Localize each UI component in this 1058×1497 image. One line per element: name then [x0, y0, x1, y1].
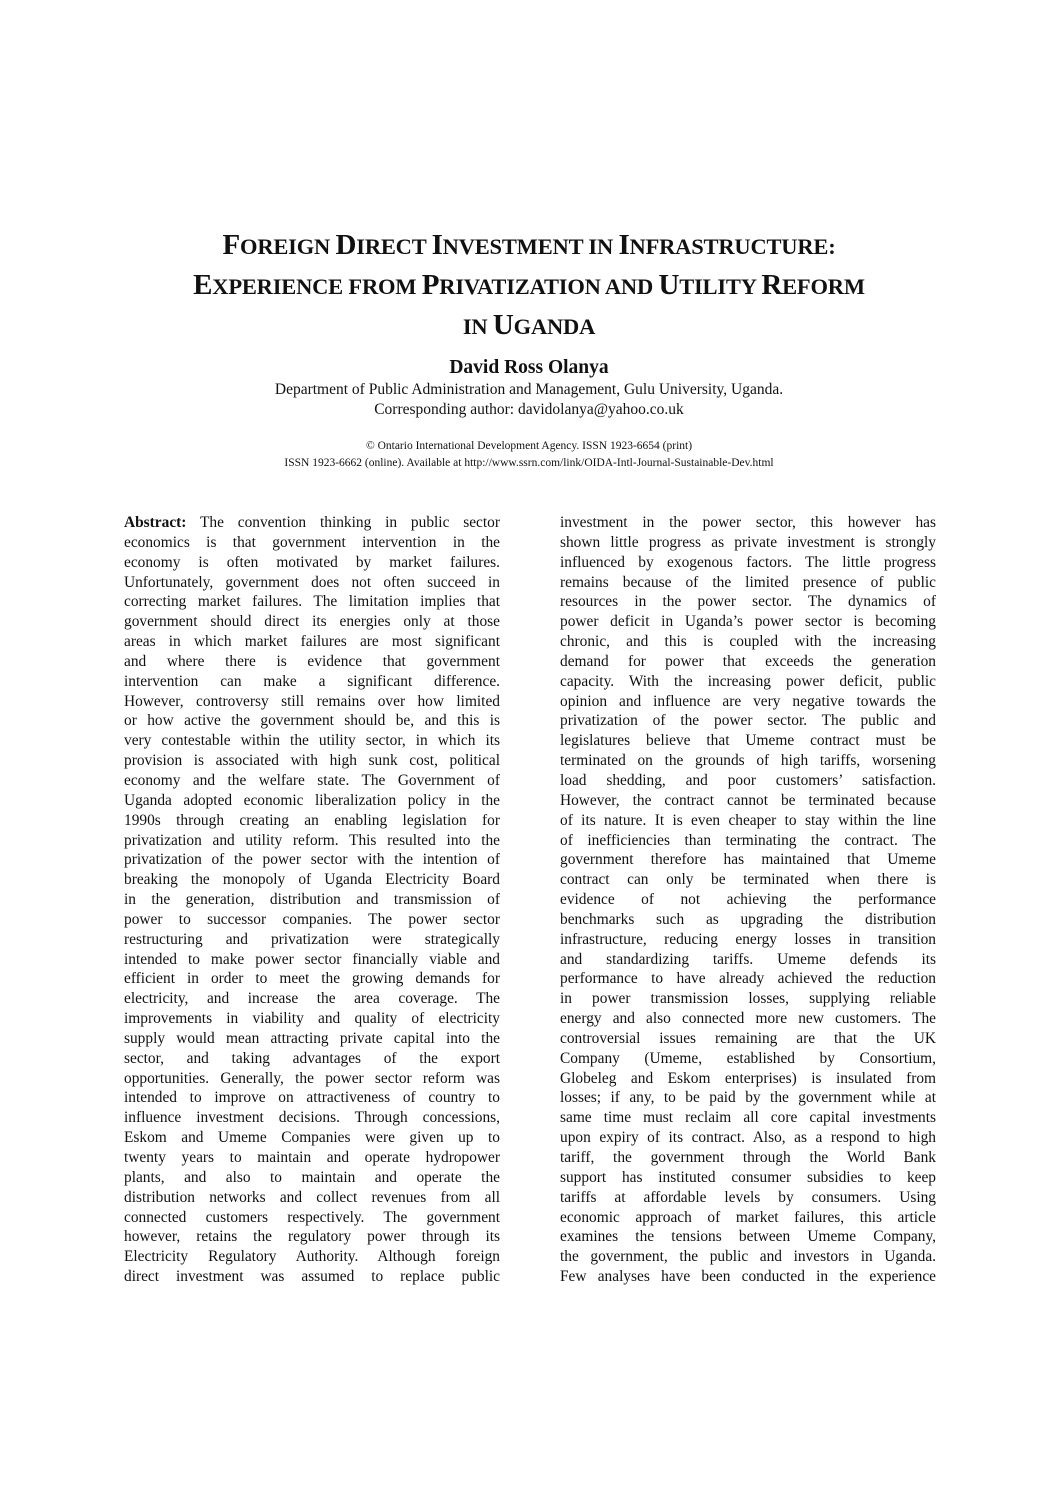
- text-line: Globeleg and Eskom enterprises) is insulated from: [560, 1069, 936, 1087]
- text-line: economy and the welfare state. The Government of: [124, 771, 500, 789]
- paper-title: [100, 226, 958, 346]
- text-line: benchmarks such as upgrading the distribution: [560, 910, 936, 928]
- text-line: chronic, and this is coupled with the increasing: [560, 633, 936, 651]
- copyright-line-2: ISSN 1923-6662 (online). Available at http://www.ssrn.com/link/OIDA-Intl-Journal-Sustainable-Dev.html: [284, 457, 774, 469]
- text-line: legislatures believe that Umeme contract must be: [560, 732, 936, 750]
- text-line: government therefore has maintained that Umeme: [560, 851, 936, 869]
- text-line: Few analyses have been conducted in the experience: [560, 1268, 936, 1286]
- text-line: government should direct its energies only at those: [124, 613, 500, 631]
- text-line: Unfortunately, government does not often succeed in: [124, 573, 500, 591]
- text-line: Abstract: The convention thinking in public sector: [124, 514, 500, 531]
- text-line: demand for power that exceeds the generation: [560, 652, 936, 670]
- text-line: investment in the power sector, this however has: [560, 514, 936, 531]
- abstract-right-column: [560, 513, 936, 1287]
- text-line: very contestable within the utility sector, in which its: [124, 732, 500, 750]
- text-line: terminated on the grounds of high tariffs, worsening: [560, 752, 936, 770]
- text-line: tariff, the government through the World Bank: [560, 1149, 936, 1166]
- title-segment: NFRASTRUCTURE:: [629, 234, 836, 259]
- text-line: same time must reclaim all core capital investments: [560, 1109, 936, 1127]
- title-segment: OREIGN: [240, 234, 336, 259]
- text-line: and standardizing tariffs. Umeme defends its: [560, 950, 936, 968]
- text-line: improvements in viability and quality of electricity: [124, 1010, 500, 1028]
- title-segment: IN: [462, 314, 493, 339]
- title-segment: F: [222, 229, 241, 261]
- text-line: 1990s through creating an enabling legislation for: [124, 811, 500, 829]
- abstract-label: Abstract:: [124, 514, 187, 531]
- text-line: Company (Umeme, established by Consortium,: [560, 1049, 936, 1067]
- text-line: influenced by exogenous factors. The little progress: [560, 553, 936, 571]
- text-line: evidence of not achieving the performance: [560, 891, 936, 909]
- text-line: of its nature. It is even cheaper to stay within the line: [560, 811, 936, 829]
- text-line: provision is associated with high sunk cost, political: [124, 752, 500, 770]
- title-segment: NVESTMENT IN: [442, 234, 619, 259]
- text-line: support has instituted consumer subsidies to keep: [560, 1168, 936, 1186]
- text-line: supply would mean attracting private capital into the: [124, 1029, 500, 1047]
- corresponding-author: Corresponding author: davidolanya@yahoo.co.uk: [374, 401, 684, 418]
- title-line-3: [100, 306, 958, 346]
- title-segment: RIVATIZATION AND: [439, 274, 659, 299]
- title-segment: U: [492, 309, 514, 341]
- text-line: performance to have already achieved the reduction: [560, 970, 936, 988]
- text-line: controversial issues remaining are that the UK: [560, 1029, 936, 1047]
- text-line: shown little progress as private investment is strongly: [560, 533, 936, 551]
- text-line: breaking the monopoly of Uganda Electricity Board: [124, 871, 500, 889]
- text-line: correcting market failures. The limitation implies that: [124, 593, 500, 611]
- author-affiliation: Department of Public Administration and Management, Gulu University, Uganda.: [274, 381, 784, 398]
- text-line: electricity, and increase the area coverage. The: [124, 990, 500, 1008]
- text-line: opinion and influence are very negative towards the: [560, 692, 936, 710]
- text-line: power deficit in Uganda’s power sector is becoming: [560, 613, 936, 631]
- text-line: however, retains the regulatory power through its: [124, 1228, 500, 1246]
- text-line: privatization and utility reform. This resulted into the: [124, 831, 500, 849]
- text-line: remains because of the limited presence of public: [560, 573, 936, 591]
- title-segment: D: [335, 229, 357, 261]
- copyright-notice: [120, 438, 938, 472]
- title-segment: R: [761, 269, 783, 301]
- text-line: direct investment was assumed to replace public: [124, 1268, 500, 1286]
- text-line: infrastructure, reducing energy losses in transition: [560, 930, 936, 948]
- text-line: economy is often motivated by market failures.: [124, 553, 500, 571]
- text-line: privatization of the power sector with the intention of: [124, 851, 500, 869]
- text-line: losses; if any, to be paid by the government while at: [560, 1089, 936, 1107]
- text-line: in power transmission losses, supplying reliable: [560, 990, 936, 1008]
- text-line: upon expiry of its contract. Also, as a respond to high: [560, 1129, 936, 1147]
- text-line: economic approach of market failures, this article: [560, 1208, 936, 1226]
- text-line: However, controversy still remains over how limited: [124, 692, 500, 710]
- copyright-line-1: © Ontario International Development Agency. ISSN 1923-6654 (print): [365, 440, 693, 452]
- text-line: Eskom and Umeme Companies were given up to: [124, 1129, 500, 1147]
- text-line: intervention can make a significant difference.: [124, 672, 500, 690]
- text-line: twenty years to maintain and operate hydropower: [124, 1149, 500, 1166]
- text-line: the government, the public and investors in Uganda.: [560, 1248, 936, 1266]
- text-line: and where there is evidence that government: [124, 652, 500, 670]
- text-line: privatization of the power sector. The public and: [560, 712, 936, 730]
- title-line-1: [100, 226, 958, 266]
- text-line: distribution networks and collect revenues from all: [124, 1188, 500, 1206]
- title-segment: EFORM: [782, 274, 865, 299]
- title-segment: P: [421, 269, 440, 301]
- text-line: restructuring and privatization were strategically: [124, 930, 500, 948]
- text-line: economics is that government intervention in the: [124, 533, 500, 551]
- author-name: David Ross Olanya: [449, 357, 609, 378]
- text-line: tariffs at affordable levels by consumers. Using: [560, 1188, 936, 1206]
- abstract-left-column: [124, 513, 500, 1287]
- text-line: intended to improve on attractiveness of country to: [124, 1089, 500, 1107]
- text-line: sector, and taking advantages of the export: [124, 1049, 500, 1067]
- text-line: energy and also connected more new customers. The: [560, 1010, 936, 1028]
- text-line: Uganda adopted economic liberalization policy in the: [124, 791, 500, 809]
- title-segment: U: [658, 269, 680, 301]
- text-line: However, the contract cannot be terminated because: [560, 791, 936, 809]
- text-line: examines the tensions between Umeme Company,: [560, 1228, 936, 1246]
- text-line: intended to make power sector financially viable and: [124, 950, 500, 968]
- text-line: capacity. With the increasing power deficit, public: [560, 672, 936, 690]
- title-segment: I: [431, 229, 443, 261]
- title-segment: E: [193, 269, 213, 301]
- author-block: [120, 356, 938, 420]
- text-line: load shedding, and poor customers’ satisfaction.: [560, 771, 936, 789]
- text-line: areas in which market failures are most significant: [124, 633, 500, 651]
- text-line: connected customers respectively. The government: [124, 1208, 500, 1226]
- title-segment: IRECT: [356, 234, 432, 259]
- text-line: contract can only be terminated when there is: [560, 871, 936, 889]
- title-segment: TILITY: [679, 274, 762, 299]
- text-line: of inefficiencies than terminating the contract. The: [560, 831, 936, 849]
- text-line: Electricity Regulatory Authority. Although foreign: [124, 1248, 500, 1266]
- title-segment: I: [618, 229, 630, 261]
- title-segment: XPERIENCE FROM: [212, 274, 422, 299]
- text-line: resources in the power sector. The dynamics of: [560, 593, 936, 611]
- text-line: efficient in order to meet the growing demands for: [124, 970, 500, 988]
- text-line: or how active the government should be, and this is: [124, 712, 500, 730]
- text-line: in the generation, distribution and transmission of: [124, 891, 500, 909]
- text-line: influence investment decisions. Through concessions,: [124, 1109, 500, 1127]
- text-line: plants, and also to maintain and operate the: [124, 1168, 500, 1186]
- text-line: opportunities. Generally, the power sector reform was: [124, 1069, 500, 1087]
- title-segment: GANDA: [513, 314, 596, 339]
- text-line: power to successor companies. The power sector: [124, 910, 500, 928]
- title-line-2: [100, 266, 958, 306]
